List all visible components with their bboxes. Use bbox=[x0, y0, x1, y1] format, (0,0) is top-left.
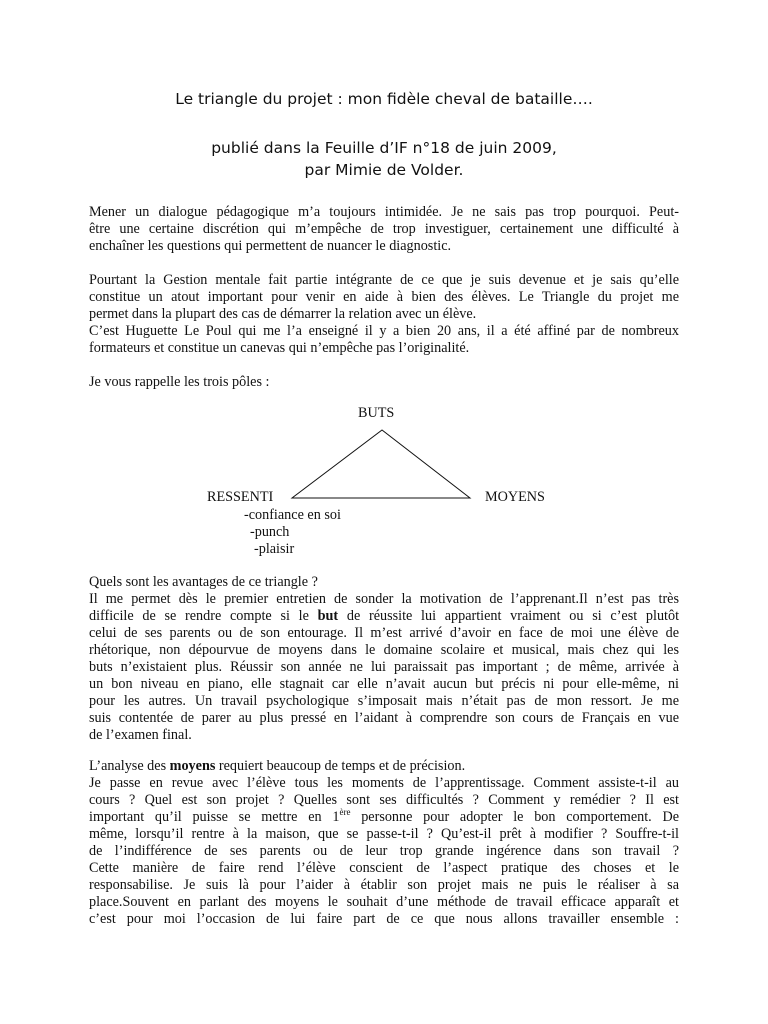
triangle-shape bbox=[292, 430, 470, 498]
text-line: c’est pour moi l’occasion de lui faire part de ce que nous allons travailler ensemble : bbox=[89, 911, 679, 927]
text-line: Je vous rappelle les trois pôles : bbox=[89, 374, 270, 390]
text-line: enchaîner les questions qui permettent de nuancer le diagnostic. bbox=[89, 238, 452, 254]
triangle-diagram bbox=[280, 425, 480, 505]
ressenti-item: -punch bbox=[250, 524, 290, 540]
text-line: place.Souvent en parlant des moyens le souhait d’une méthode de travail efficace apparaît et bbox=[89, 894, 679, 910]
text-line: être une certaine discrétion qui m’empêche de trop investiguer, certainement une difficulté à bbox=[89, 221, 679, 237]
text-line: un bon niveau en piano, elle stagnait car elle n’avait aucun but précis ni pour elle-même, ni bbox=[89, 676, 679, 692]
text-line: cours ? Quel est son projet ? Quelles sont ses difficultés ? Comment y remédier ? Il est bbox=[89, 792, 679, 808]
diagram-label-moyens: MOYENS bbox=[485, 489, 545, 505]
text-line: formateurs et constitue un canevas qui n’empêche pas l’originalité. bbox=[89, 340, 470, 356]
text-line: C’est Huguette Le Poul qui me l’a enseigné il y a bien 20 ans, il a été affiné par de nombreux bbox=[89, 323, 679, 339]
text-line: Il me permet dès le premier entretien de sonder la motivation de l’apprenant.Il n’est pas très bbox=[89, 591, 679, 607]
publication-line: publié dans la Feuille d’IF n°18 de juin 2009, bbox=[211, 139, 557, 157]
paragraph-intro bbox=[89, 204, 679, 255]
emphasis-moyens: moyens bbox=[169, 758, 216, 774]
document-title: Le triangle du projet : mon fidèle cheval de bataille…. bbox=[175, 90, 593, 108]
text-line bbox=[89, 809, 679, 826]
superscript-ere: ère bbox=[339, 807, 351, 817]
text-line bbox=[89, 758, 679, 775]
text-line bbox=[89, 608, 679, 625]
text-line: Cette manière de faire rend l’élève conscient de l’aspect pratique des choses et le bbox=[89, 860, 679, 876]
text-fragment: requiert beaucoup de temps et de précision. bbox=[218, 758, 466, 774]
text-line: celui de ses parents ou de son entourage. Il m’est arrivé d’avoir en face de moi une élève de bbox=[89, 625, 679, 641]
text-fragment: L’analyse des bbox=[89, 758, 167, 774]
emphasis-but: but bbox=[317, 608, 339, 624]
ressenti-item: -confiance en soi bbox=[244, 507, 341, 523]
text-line: de l’indifférence de ses parents ou de leur trop grande ingérence dans son travail ? bbox=[89, 843, 679, 859]
paragraph-gestion-mentale bbox=[89, 272, 679, 357]
text-line: rhétorique, non dépourvue de moyens dans le domaine scolaire et musical, mais chez qui les bbox=[89, 642, 679, 658]
text-line: de l’examen final. bbox=[89, 727, 192, 743]
paragraph-avantages bbox=[89, 574, 679, 744]
text-line: Quels sont les avantages de ce triangle ? bbox=[89, 574, 318, 590]
text-line: permet dans la plupart des cas de démarrer la relation avec un élève. bbox=[89, 306, 477, 322]
text-line: suis contentée de parer au plus pressé en l’aidant à comprendre son cours de Français en vue bbox=[89, 710, 679, 726]
text-line: même, lorsqu’il rentre à la maison, que se passe-t-il ? Qu’est-il prêt à modifier ? Souffre-t-il bbox=[89, 826, 679, 842]
text-line: responsabilise. Je suis là pour l’aider à établir son projet mais ne puis le réaliser à sa bbox=[89, 877, 679, 893]
text-line: buts n’existaient plus. Réussir son année ne lui paraissait pas important ; de même, arrivée à bbox=[89, 659, 679, 675]
author-line: par Mimie de Volder. bbox=[304, 161, 464, 179]
text-fragment: de réussite lui appartient vraiment ou si c’est plutôt bbox=[346, 608, 680, 624]
text-fragment: difficile de se rendre compte si le bbox=[89, 608, 309, 624]
text-line: constitue un atout important pour venir en aide à bien des élèves. Le Triangle du projet me bbox=[89, 289, 679, 305]
text-line: Mener un dialogue pédagogique m’a toujours intimidée. Je ne sais pas trop pourquoi. Peut- bbox=[89, 204, 679, 220]
text-fragment: personne pour adopter le bon comportement. De bbox=[361, 809, 679, 825]
text-fragment: important qu’il puisse se mettre en 1 bbox=[89, 809, 340, 825]
paragraph-poles-intro bbox=[89, 374, 679, 391]
text-line: Pourtant la Gestion mentale fait partie intégrante de ce que je suis devenue et je sais qu’elle bbox=[89, 272, 679, 288]
text-line: Je passe en revue avec l’élève tous les moments de l’apprentissage. Comment assiste-t-il au bbox=[89, 775, 679, 791]
text-line: pour les autres. Un travail psychologique s’imposait mais n’était pas de mon ressort. Je me bbox=[89, 693, 679, 709]
ressenti-item: -plaisir bbox=[254, 541, 295, 557]
diagram-label-ressenti: RESSENTI bbox=[207, 489, 274, 505]
paragraph-moyens bbox=[89, 758, 679, 928]
diagram-label-buts: BUTS bbox=[358, 405, 395, 421]
